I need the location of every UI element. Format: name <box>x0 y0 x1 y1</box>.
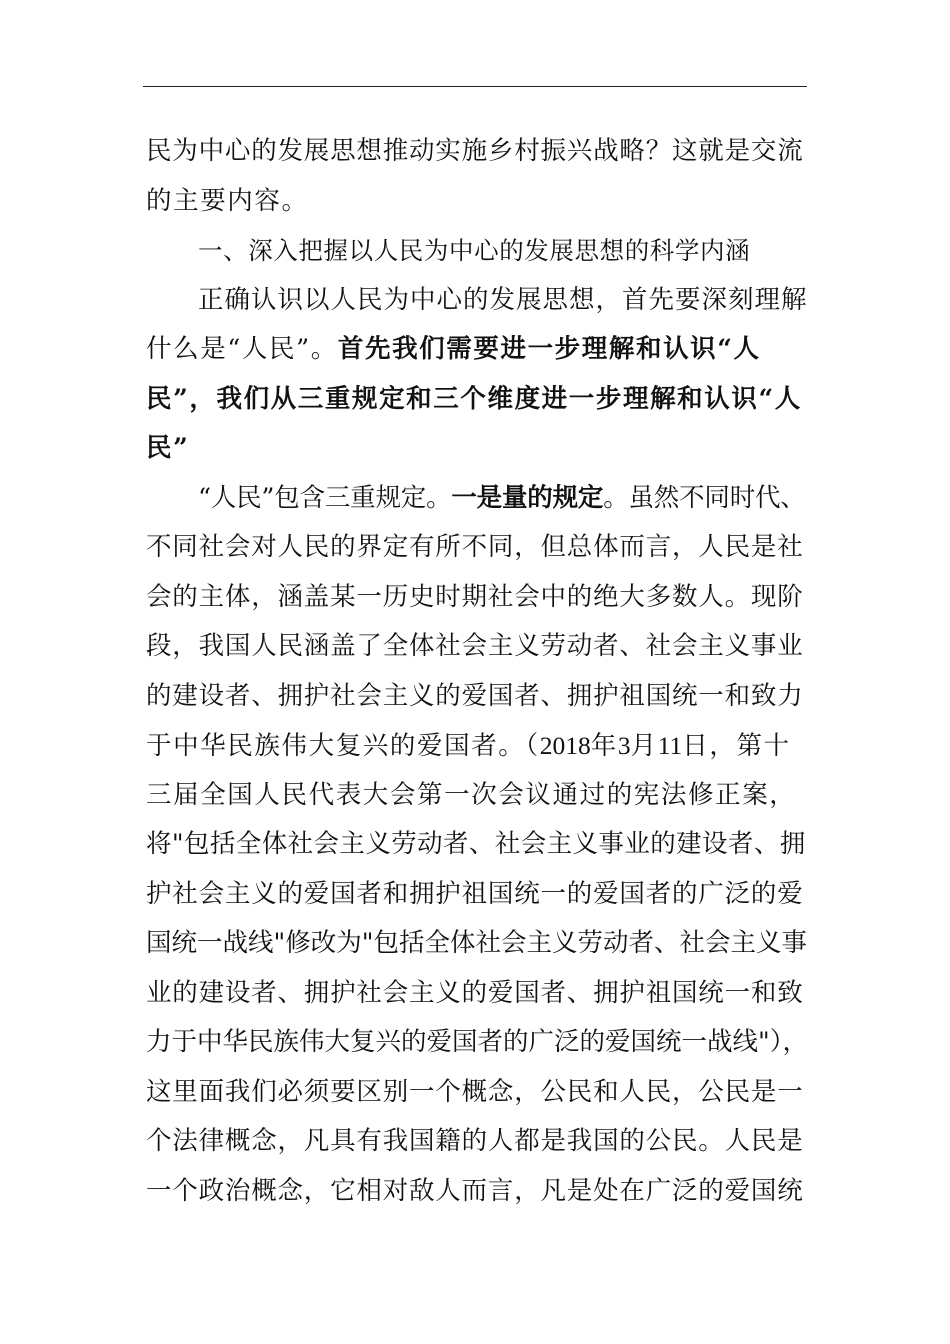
text-run: 业的建设者、拥护社会主义的爱国者、拥护祖国统一和致 <box>146 977 804 1008</box>
body-line <box>146 1018 808 1068</box>
text-run: 不同社会对人民的界定有所不同，但总体而言，人民是社 <box>146 532 804 562</box>
body-line <box>146 127 808 177</box>
bold-text-run: 一是量的规定 <box>451 482 604 513</box>
body-line <box>146 771 808 821</box>
number-run: 11 <box>657 731 683 760</box>
body-line <box>146 325 808 375</box>
text-run: 年 <box>590 731 618 761</box>
body-line <box>146 474 808 524</box>
text-run: 个法律概念，凡具有我国籍的人都是我国的公民。人民是 <box>146 1126 804 1156</box>
body-line <box>146 276 808 326</box>
text-run: 这里面我们必须要区别一个概念，公民和人民，公民是一 <box>146 1076 804 1107</box>
header-rule <box>143 86 807 87</box>
body-line <box>146 424 808 474</box>
heading-text: 一、深入把握以人民为中心的发展思想的科学内涵 <box>198 236 751 265</box>
body-line <box>146 672 808 722</box>
body-line <box>146 721 808 771</box>
text-run: 于中华民族伟大复兴的爱国者。（ <box>146 731 540 761</box>
bold-text-run: 民”，我们从三重规定和三个维度进一步理解和认识“人 <box>146 383 802 414</box>
text-run: 日，第十 <box>682 731 791 761</box>
bold-text-run: 民” <box>146 433 190 463</box>
text-run: 月 <box>630 731 658 761</box>
text-run: 什么是“人民”。 <box>146 334 338 364</box>
text-run: 民为中心的发展思想推动实施乡村振兴战略？这就是交流 <box>146 136 804 166</box>
number-run: 3 <box>617 731 631 760</box>
text-run: 力于中华民族伟大复兴的爱国者的广泛的爱国统一战线"）， <box>146 1027 808 1057</box>
text-run: 段，我国人民涵盖了全体社会主义劳动者、社会主义事业 <box>146 631 804 661</box>
text-run: 的建设者、拥护社会主义的爱国者、拥护祖国统一和致力 <box>146 680 804 711</box>
text-run: 一个政治概念，它相对敌人而言，凡是处在广泛的爱国统 <box>146 1175 804 1206</box>
body-line <box>146 1068 808 1118</box>
body-line <box>146 919 808 969</box>
body-line <box>146 820 808 870</box>
body-line <box>146 177 808 227</box>
text-run: 。虽然不同时代、 <box>603 482 806 513</box>
body-line <box>146 870 808 920</box>
text-run: “人民”包含三重规定。 <box>198 482 452 513</box>
text-run: 护社会主义的爱国者和拥护祖国统一的爱国者的广泛的爱 <box>146 878 804 909</box>
body-line <box>146 573 808 623</box>
document-body <box>146 127 808 1216</box>
bold-text-run: 首先我们需要进一步理解和认识“人 <box>337 334 761 364</box>
body-line <box>146 523 808 573</box>
text-run: 三届全国人民代表大会第一次会议通过的宪法修正案， <box>146 779 797 810</box>
number-run: 2018 <box>539 731 591 760</box>
body-line <box>146 969 808 1019</box>
text-run: 将"包括全体社会主义劳动者、社会主义事业的建设者、拥 <box>146 829 806 859</box>
text-run: 国统一战线"修改为"包括全体社会主义劳动者、社会主义事 <box>146 928 807 958</box>
text-run: 会的主体，涵盖某一历史时期社会中的绝大多数人。现阶 <box>146 581 804 612</box>
body-line <box>146 1167 808 1217</box>
body-line <box>146 622 808 672</box>
text-run: 的主要内容。 <box>146 185 309 216</box>
section-heading <box>146 226 808 276</box>
text-run: 正确认识以人民为中心的发展思想，首先要深刻理解 <box>198 284 808 315</box>
body-line <box>146 1117 808 1167</box>
body-line <box>146 375 808 425</box>
